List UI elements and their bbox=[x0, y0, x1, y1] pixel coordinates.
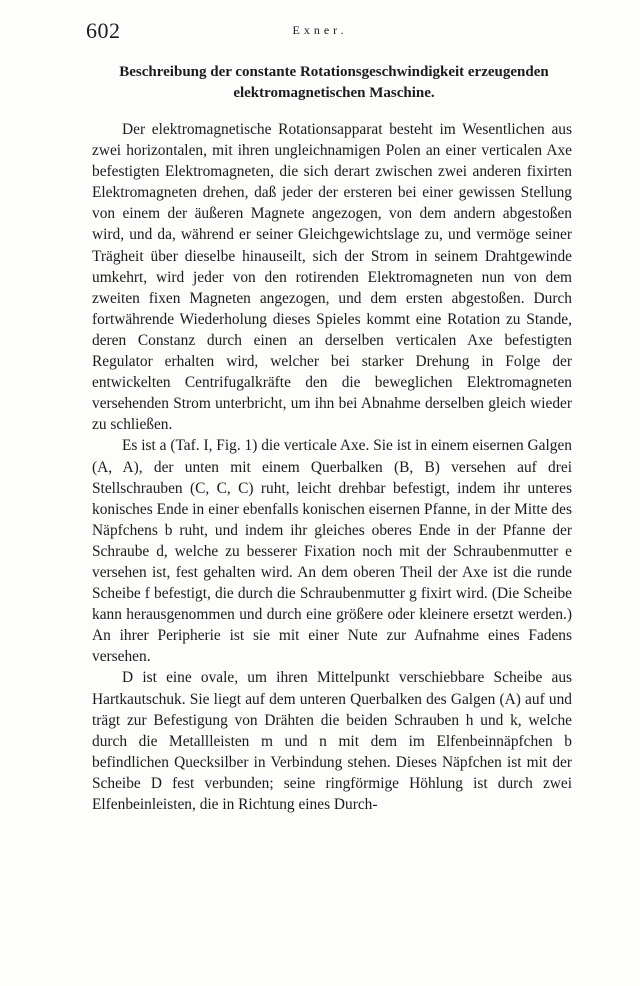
section-title bbox=[84, 62, 584, 104]
paragraph-1: Der elektromagnetische Rotationsapparat besteht im Wesentlichen aus zwei horizontalen, mit ihren ungleichnamigen Polen an einer verticalen Axe befestigten Elektromagneten, die sich derart zwischen zwei anderen fixirten Elektromagneten drehen, daß jeder der ersteren bei einer gewissen Stellung von einem der äußeren Magnete angezogen, von dem andern abgestoßen wird, und da, während er seiner Gleichgewichtslage zu, und vermöge seiner Trägheit über dieselbe hinauseilt, sich der Strom in seinem Drahtgewinde umkehrt, wird jeder von den rotirenden Elektromagneten nun von dem zweiten fixen Magneten angezogen, und dem ersten abgestoßen. Durch fortwährende Wiederholung dieses Spieles kommt eine Rotation zu Stande, deren Constanz durch einen an derselben verticalen Axe befestigten Regulator erhalten wird, welcher bei starker Drehung in Folge der entwickelten Centrifugalkräfte den die beweglichen Elektromagneten versehenden Strom unterbricht, um ihn bei Abnahme derselben gleich wieder zu schließen. bbox=[92, 121, 572, 434]
page-number: 602 bbox=[86, 18, 121, 43]
paragraph-2: Es ist a (Taf. I, Fig. 1) die verticale Axe. Sie ist in einem eisernen Galgen (A, A), der unten mit einem Querbalken (B, B) versehen auf drei Stellschrauben (C, C, C) ruht, leicht drehbar befestigt, indem ihr unteres konisches Ende in einer ebenfalls konischen eisernen Pfanne, in der Mitte des Näpfchens b ruht, und indem ihr gleiches oberes Ende in der Pfanne der Schraube d, welche zu besserer Fixation noch mit der Schraubenmutter e versehen ist, fest gehalten wird. An dem oberen Theil der Axe ist die runde Scheibe f befestigt, die durch die Schraubenmutter g fixirt wird. (Die Scheibe kann herausgenommen und durch eine größere oder kleinere ersetzt werden.) An ihrer Peripherie ist sie mit einer Nute zur Aufnahme eines Fadens versehen. bbox=[92, 437, 572, 666]
paragraph-3: D ist eine ovale, um ihren Mittelpunkt verschiebbare Scheibe aus Hartkautschuk. Sie liegt auf dem unteren Querbalken des Galgen (A) auf und trägt zur Befestigung von Drähten die beiden Schrauben h und k, welche durch die Metallleisten m und n mit dem im Elfenbeinnäpfchen b befindlichen Quecksilber in Verbindung stehen. Dieses Näpfchen ist mit der Scheibe D fest verbunden; seine ringförmige Höhlung ist durch zwei Elfenbeinleisten, die in Richtung eines Durch- bbox=[92, 669, 572, 813]
body-text bbox=[92, 119, 572, 815]
section-title-line-1: Beschreibung der constante Rotationsgeschwindigkeit erzeugenden bbox=[119, 64, 549, 80]
running-head: Exner. bbox=[292, 23, 348, 37]
section-title-line-2: elektromagnetischen Maschine. bbox=[233, 85, 435, 101]
